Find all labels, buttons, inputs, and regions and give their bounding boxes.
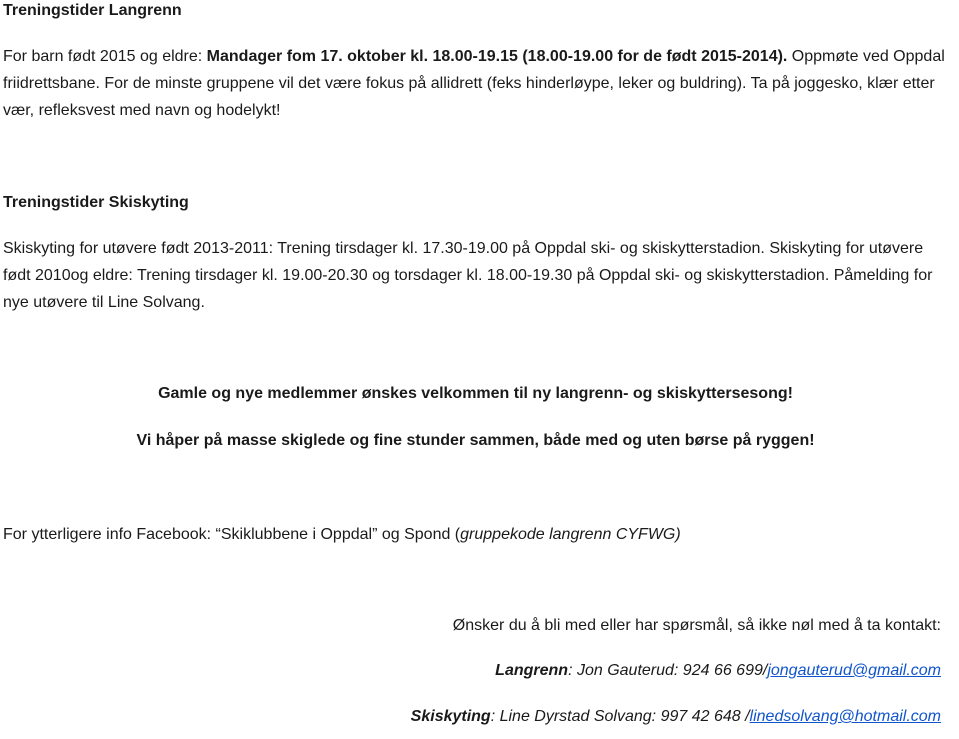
langrenn-email-link[interactable]: jongauterud@gmail.com [767,662,941,679]
contact-langrenn [3,662,941,680]
contact-skiskyting [3,708,941,726]
contact-langrenn-text: : Jon Gauterud: 924 66 699/ [568,662,768,679]
heading-langrenn: Treningstider Langrenn [3,2,182,19]
info-line [3,521,948,548]
contact-skiskyting-text: : Line Dyrstad Solvang: 997 42 648 / [490,708,750,725]
welcome-line-2: Vi håper på masse skiglede og fine stunder sammen, både med og uten børse på ryggen! [136,432,815,449]
paragraph-langrenn [3,43,948,124]
info-prefix: For ytterligere info Facebook: “Skiklubbene i Oppdal” og Spond ( [3,526,461,543]
langrenn-schedule: Mandager fom 17. oktober kl. 18.00-19.15 (18.00-19.00 for de født 2015-2014). [206,48,788,65]
contact-intro: Ønsker du å bli med eller har spørsmål, så ikke nøl med å ta kontakt: [452,617,941,634]
langrenn-details: Oppmøte ved Oppdal friidrettsbane. For de minste gruppene vil det være fokus på allidrett (feks hinderløype, leker og buldring). Ta på joggesko, klær etter vær, refleksvest med navn og hodelykt! [3,48,945,119]
paragraph-skiskyting: Skiskyting for utøvere født 2013-2011: Trening tirsdager kl. 17.30-19.00 på Oppdal ski- og skiskytterstadion. Skiskyting for utøvere født 2010og eldre: Trening tirsdager kl. 19.00-20.30 og torsdager kl. 18.00-19.30 på Oppdal ski- og skiskytterstadion. Påmelding for nye utøvere til Line Solvang. [3,240,933,311]
contact-skiskyting-label: Skiskyting [410,708,491,725]
heading-skiskyting: Treningstider Skiskyting [3,194,189,211]
skiskyting-email-link[interactable]: linedsolvang@hotmail.com [749,708,941,725]
welcome-line-1: Gamle og nye medlemmer ønskes velkommen til ny langrenn- og skiskyttersesong! [158,385,793,402]
langrenn-prefix: For barn født 2015 og eldre: [3,48,207,65]
group-code: gruppekode langrenn CYFWG) [460,526,681,543]
contact-langrenn-label: Langrenn [495,662,569,679]
